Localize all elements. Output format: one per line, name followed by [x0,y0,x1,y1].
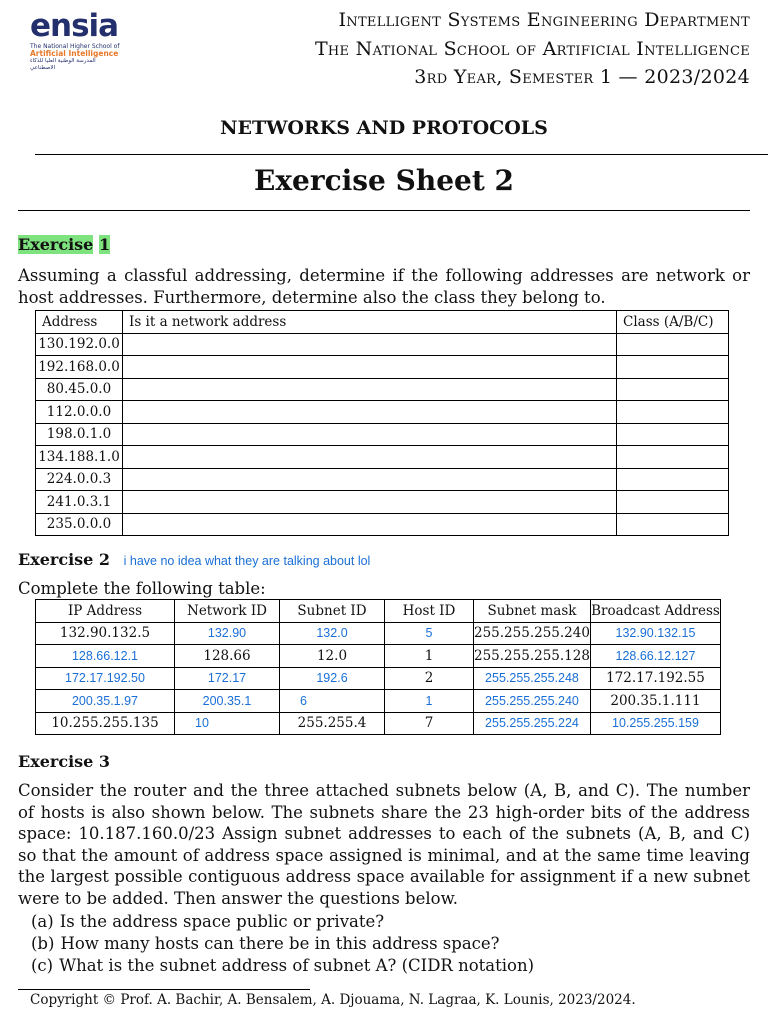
answer-cell: 192.6 [280,667,385,690]
table-cell: 10.255.255.135 [36,712,175,735]
column-header: Network ID [175,600,280,623]
answer-cell [123,401,617,424]
exercise-2-title: Exercise 2 i have no idea what they are talking about lol [18,550,371,569]
table-row [36,645,721,668]
table-row [36,622,721,645]
table-cell: 224.0.0.3 [36,468,123,491]
table-row [36,378,729,401]
answer-cell: 1 [385,690,474,713]
table-row [36,667,721,690]
header-department: Intelligent Systems Engineering Department [338,9,750,31]
table-row [36,491,729,514]
divider [18,210,750,211]
answer-cell: 10.255.255.159 [590,712,720,735]
answer-cell [123,378,617,401]
answer-cell: 6 [280,690,385,713]
table-cell: 7 [385,712,474,735]
logo-wordmark: ensia [30,8,119,44]
table-cell: 255.255.255.240 [474,622,591,645]
table-cell: 112.0.0.0 [36,401,123,424]
table-cell: 2 [385,667,474,690]
table-cell: 241.0.3.1 [36,491,123,514]
answer-cell [123,446,617,469]
table-row [36,513,729,536]
question-list [31,911,534,977]
answer-cell: 172.17.192.50 [36,667,175,690]
logo-subtitle: The National Higher School of [30,43,120,50]
logo-arabic-text: المدرسة الوطنية العليا للذكاء الاصطناعي [30,58,96,71]
answer-cell: 128.66.12.127 [590,645,720,668]
school-logo [30,10,120,72]
answer-cell: 255.255.255.224 [474,712,591,735]
answer-cell [617,423,729,446]
answer-cell: 200.35.1.97 [36,690,175,713]
question-item: (b) How many hosts can there be in this address space? [31,934,500,953]
answer-cell: 172.17 [175,667,280,690]
answer-cell: 255.255.255.248 [474,667,591,690]
column-header: Host ID [385,600,474,623]
column-header: IP Address [36,600,175,623]
question-item: (c) What is the subnet address of subnet A? (CIDR notation) [31,956,535,975]
answer-cell: 132.0 [280,622,385,645]
answer-cell [617,356,729,379]
answer-cell [617,333,729,356]
sheet-title: Exercise Sheet 2 [254,164,514,197]
column-header: Address [36,311,123,334]
table-cell: 12.0 [280,645,385,668]
subnet-table [35,599,721,735]
question-item: (a) Is the address space public or private? [31,912,385,931]
answer-cell [617,378,729,401]
header-school: The National School of Artificial Intelligence [314,37,750,60]
answer-cell [123,423,617,446]
answer-cell [617,446,729,469]
copyright-footer: Copyright © Prof. A. Bachir, A. Bensalem, A. Djouama, N. Lagraa, K. Lounis, 2023/2024. [30,992,636,1008]
table-row [36,712,721,735]
answer-cell: 200.35.1 [175,690,280,713]
answer-cell [123,513,617,536]
table-cell: 172.17.192.55 [590,667,720,690]
answer-cell [123,356,617,379]
table-row [36,333,729,356]
table-row [36,446,729,469]
table-row [36,423,729,446]
table-cell: 192.168.0.0 [36,356,123,379]
header-year: 3rd Year, Semester 1 — 2023/2024 [414,66,750,88]
column-header: Broadcast Address [590,600,720,623]
exercise-3-title: Exercise 3 [18,752,111,771]
column-header: Class (A/B/C) [617,311,729,334]
table-row [36,690,721,713]
answer-cell: 5 [385,622,474,645]
answer-cell [123,333,617,356]
column-header: Subnet ID [280,600,385,623]
column-header: Is it a network address [123,311,617,334]
footnote-rule [18,989,310,990]
exercise-1-title: Exercise 1 [18,235,111,254]
answer-cell: 10 [175,712,280,735]
table-cell: 235.0.0.0 [36,513,123,536]
course-title: NETWORKS AND PROTOCOLS [220,117,548,139]
handwritten-note: i have no idea what they are talking about lol [123,554,371,568]
table-row [36,468,729,491]
exercise-2-text: Complete the following table: [18,579,266,598]
address-class-table [35,310,729,536]
table-cell: 128.66 [175,645,280,668]
answer-cell: 255.255.255.240 [474,690,591,713]
table-cell: 132.90.132.5 [36,622,175,645]
table-cell: 255.255.4 [280,712,385,735]
exercise-1-text: Assuming a classful addressing, determine if the following addresses are network or host addresses. Furthermore, determine also the class they belong to. [18,266,750,307]
answer-cell: 132.90.132.15 [590,622,720,645]
table-cell: 134.188.1.0 [36,446,123,469]
table-cell: 1 [385,645,474,668]
table-row [36,356,729,379]
column-header: Subnet mask [474,600,591,623]
table-cell: 80.45.0.0 [36,378,123,401]
answer-cell [617,491,729,514]
table-cell: 198.0.1.0 [36,423,123,446]
answer-cell [617,468,729,491]
answer-cell: 132.90 [175,622,280,645]
answer-cell [123,468,617,491]
answer-cell: 128.66.12.1 [36,645,175,668]
document-header [315,6,750,92]
answer-cell [617,401,729,424]
exercise-3-text: Consider the router and the three attached subnets below (A, B, and C). The number of hosts is also shown below. The subnets share the 23 high-order bits of the address space: 10.187.160.0/23 Assign subnet addresses to each of the subnets (A, B, and C) so that the amount of address space assigned is minimal, and at the same time leaving the largest possible contiguous address space available for assignment if a new subnet were to be added. Then answer the questions below. [18,781,750,908]
answer-cell [123,491,617,514]
logo-ai-text: Artificial Intelligence [30,49,119,58]
table-cell: 200.35.1.111 [590,690,720,713]
table-cell: 130.192.0.0 [36,333,123,356]
table-row [36,401,729,424]
table-cell: 255.255.255.128 [474,645,591,668]
divider [35,154,768,155]
answer-cell [617,513,729,536]
